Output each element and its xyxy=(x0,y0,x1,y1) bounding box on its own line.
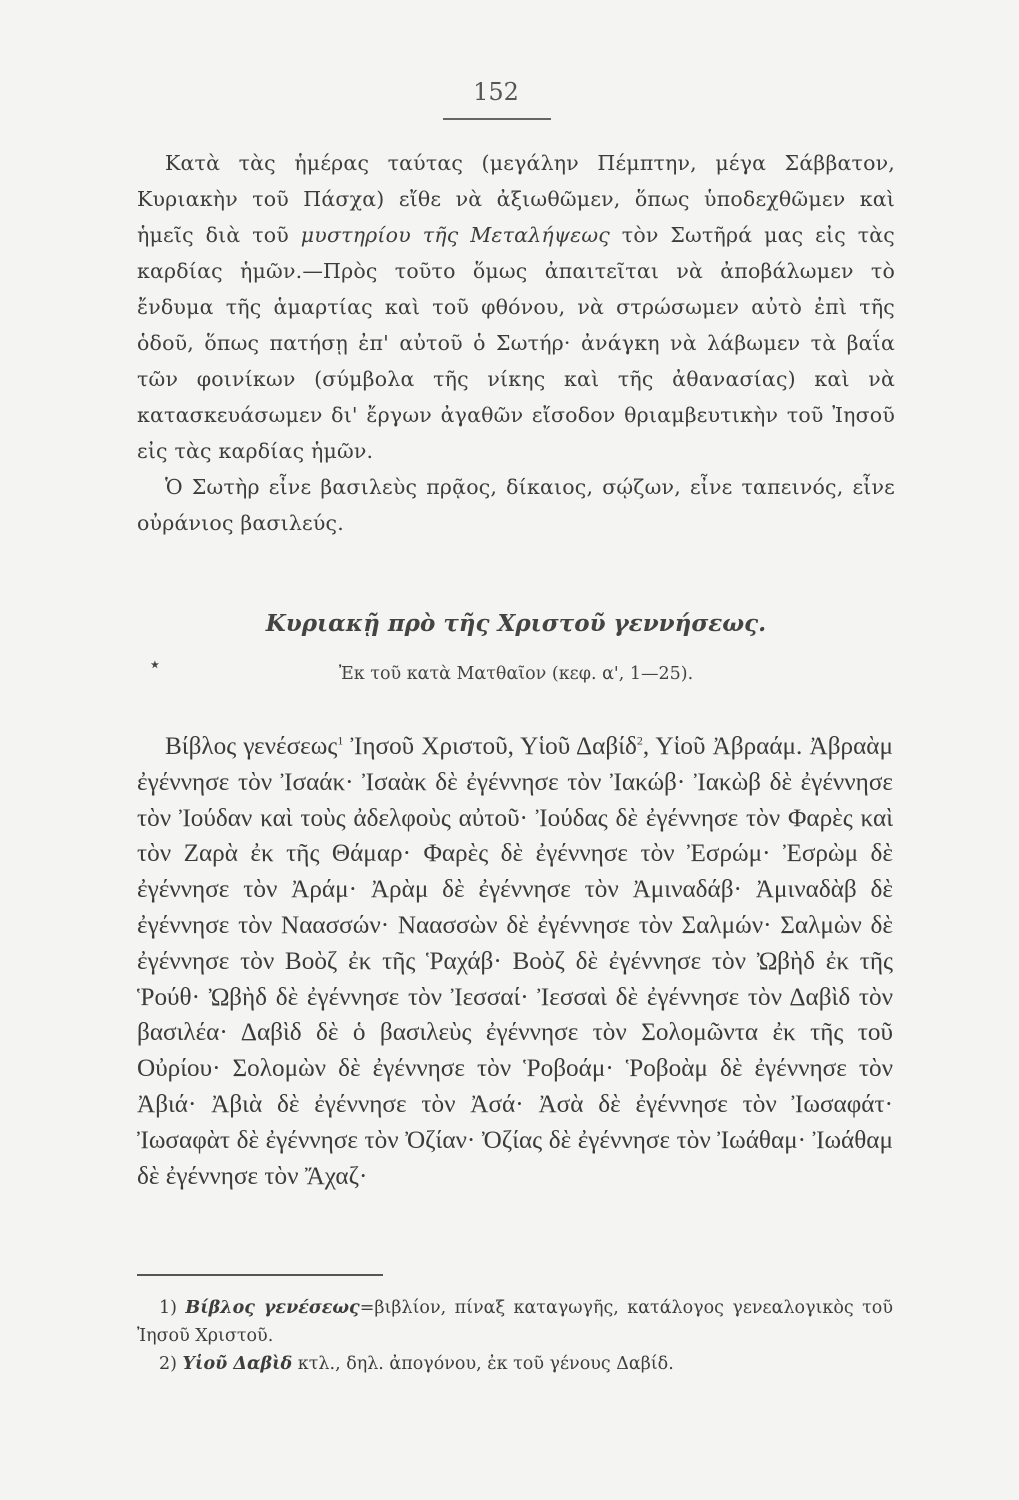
footnote-ref-1: 1 xyxy=(337,733,344,748)
footnote-ref-2: 2 xyxy=(636,733,643,748)
gospel-span: Βίβλος γενέσεως xyxy=(165,733,338,760)
footnotes xyxy=(137,1294,893,1378)
gospel-text xyxy=(137,729,893,1194)
footnote-text: κτλ., δηλ. ἀπογόνου, ἐκ τοῦ γένους Δαβίδ. xyxy=(292,1354,674,1374)
gospel-span: Ἰησοῦ Χριστοῦ, Υἱοῦ Δαβίδ xyxy=(343,733,637,760)
gospel-span: , Υἱοῦ Ἀβραάμ. Ἀβραὰμ ἐγέννησε τὸν Ἰσαάκ· Ἰσαὰκ δὲ ἐγέννησε τὸν Ἰακώβ· Ἰακὼβ δὲ ἐγέννησε τὸν Ἰούδαν καὶ τοὺς ἀδελφοὺς αὐτοῦ· Ἰούδας δὲ ἐγέννησε τὸν Φαρὲς καὶ τὸν Ζαρὰ ἐκ τῆς Θάμαρ· Φαρὲς δὲ ἐγέννησε τὸν Ἐσρώμ· Ἐσρὼμ δὲ ἐγέννησε τὸν Ἀράμ· Ἀρὰμ δὲ ἐγέννησε τὸν Ἀμιναδάβ· Ἀμιναδὰβ δὲ ἐγέννησε τὸν Ναασσών· Ναασσὼν δὲ ἐγέννησε τὸν Σαλμών· Σαλμὼν δὲ ἐγέννησε τὸν Βοὸζ ἐκ τῆς Ῥαχάβ· Βοὸζ δὲ ἐγέννησε τὸν Ὠβὴδ ἐκ τῆς Ῥούθ· Ὠβὴδ δὲ ἐγέννησε τὸν Ἰεσσαί· Ἰεσσαὶ δὲ ἐγέννησε τὸν Δαβὶδ τὸν βασιλέα· Δαβὶδ δὲ ὁ βασιλεὺς ἐγέννησε τὸν Σολομῶντα ἐκ τῆς τοῦ Οὐρίου· Σολομὼν δὲ ἐγέννησε τὸν Ῥοβοάμ· Ῥοβοὰμ δὲ ἐγέννησε τὸν Ἀβιά· Ἀβιὰ δὲ ἐγέννησε τὸν Ἀσά· Ἀσὰ δὲ ἐγέννησε τὸν Ἰωσαφάτ· Ἰωσαφὰτ δὲ ἐγέννησε τὸν Ὀζίαν· Ὀζίας δὲ ἐγέννησε τὸν Ἰωάθαμ· Ἰωάθαμ δὲ ἐγέννησε τὸν Ἄχαζ· xyxy=(137,733,894,1190)
section-heading: Κυριακῇ πρὸ τῆς Χριστοῦ γεννήσεως. xyxy=(265,610,767,637)
intro-text-span: Κατὰ τὰς ἡμέρας ταύτας (μεγάλην Πέμπτην, μέγα Σάββατον, Κυριακὴν τοῦ Πάσχα) εἴθε νὰ ἀξιωθῶμεν, ὅπως ὑποδεχθῶμεν καὶ ἡμεῖς διὰ τοῦ xyxy=(137,151,895,247)
footnote-rule xyxy=(137,1274,383,1276)
footnote-text: =βιβλίον, πίναξ καταγωγῆς, κατάλογος γενεαλογικὸς τοῦ Ἰησοῦ Χριστοῦ. xyxy=(137,1298,893,1346)
gospel-paragraph xyxy=(137,729,893,1194)
footnote-label: 1) xyxy=(159,1298,177,1318)
footnote-label: 2) xyxy=(159,1354,177,1374)
intro-paragraph-2: Ὁ Σωτὴρ εἶνε βασιλεὺς πρᾷος, δίκαιος, σῴζων, εἶνε ταπεινός, εἶνε οὐράνιος βασιλεύς. xyxy=(137,475,895,535)
page-number-rule xyxy=(443,118,551,120)
intro-paragraph-1 xyxy=(137,145,895,469)
intro-text xyxy=(137,145,895,541)
footnote-term: Βίβλος γενέσεως xyxy=(185,1298,360,1318)
intro-italic-term: μυστηρίου τῆς Μεταλήψεως xyxy=(300,223,610,247)
footnote-term: Υἱοῦ Δαβὶδ xyxy=(182,1354,293,1374)
section-source: Ἐκ τοῦ κατὰ Ματθαῖον (κεφ. α', 1—25). xyxy=(338,664,694,684)
footnote-2 xyxy=(137,1350,893,1378)
page-number: 152 xyxy=(473,78,519,106)
intro-text-span: τὸν Σωτῆρά μας εἰς τὰς καρδίας ἡμῶν.—Πρὸς τοῦτο ὅμως ἀπαιτεῖται νὰ ἀποβάλωμεν τὸ ἔνδυμα τῆς ἁμαρτίας καὶ τοῦ φθόνου, νὰ στρώσωμεν αὐτὸ ἐπὶ τῆς ὁδοῦ, ὅπως πατήσῃ ἐπ' αὐτοῦ ὁ Σωτήρ· ἀνάγκη νὰ λάβωμεν τὰ βαΐα τῶν φοινίκων (σύμβολα τῆς νίκης καὶ τῆς ἀθανασίας) καὶ νὰ κατασκευάσωμεν δι' ἔργων ἀγαθῶν εἴσοδον θριαμβευτικὴν τοῦ Ἰησοῦ εἰς τὰς καρδίας ἡμῶν. xyxy=(137,223,895,463)
margin-mark: ٭ xyxy=(150,654,160,675)
footnote-1 xyxy=(137,1294,893,1350)
